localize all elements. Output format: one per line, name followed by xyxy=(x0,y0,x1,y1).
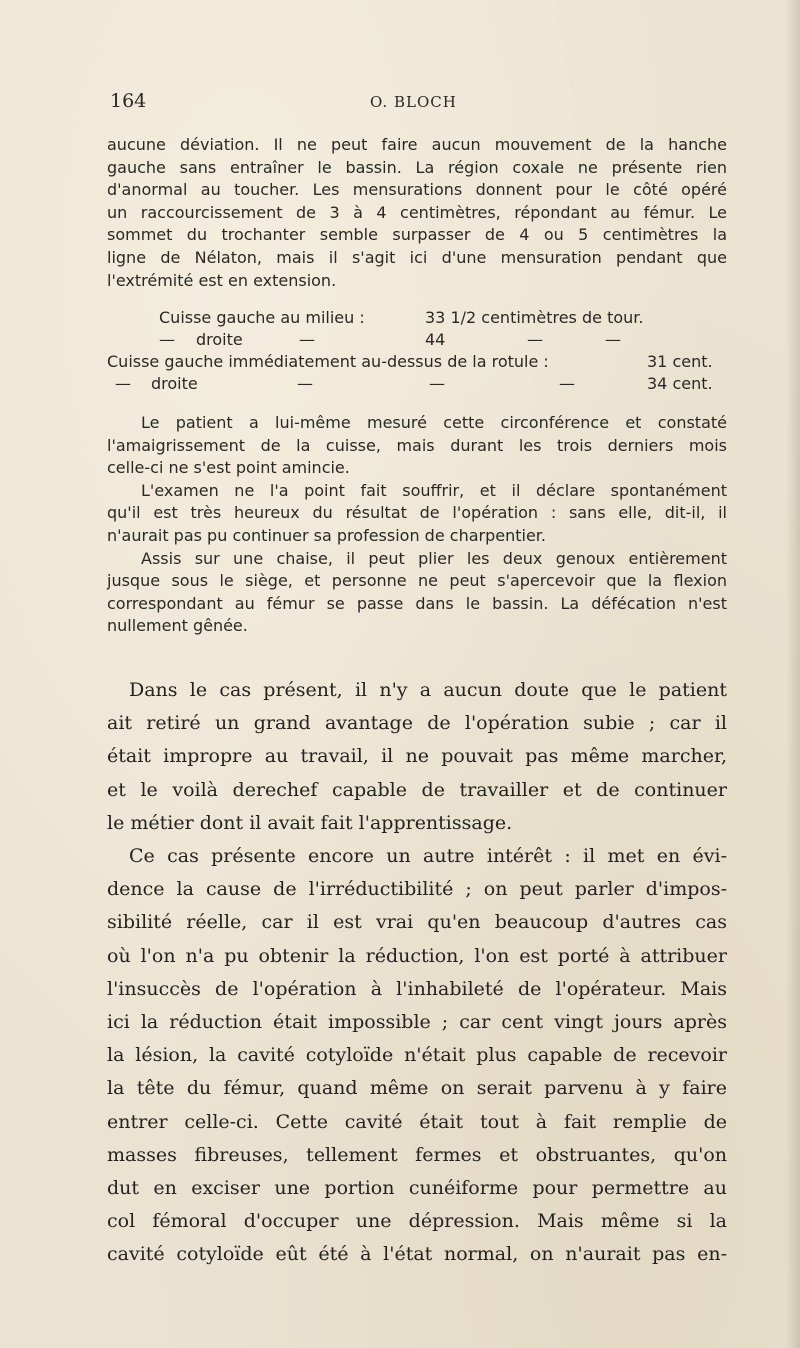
page-edge-shadow xyxy=(786,0,800,1348)
measurement-value: 44 xyxy=(425,330,446,349)
text-line: la tête du fémur, quand même on serait parvenu à y faire xyxy=(107,1077,727,1100)
text-line: ici la réduction était impossible ; car cent vingt jours après xyxy=(107,1011,727,1034)
paragraph xyxy=(107,840,727,1272)
measurement-label: droite xyxy=(151,374,198,393)
measurement-row-right-middle xyxy=(107,330,727,352)
text-line: celle-ci ne s'est point amincie. xyxy=(107,458,350,478)
ditto-mark: — xyxy=(159,330,175,349)
text-line: gauche sans entraîner le bassin. La région coxale ne présente rien xyxy=(107,157,727,177)
measurement-table xyxy=(107,308,727,396)
measurement-value: 33 1/2 centimètres de tour. xyxy=(425,308,644,327)
ditto-mark: — xyxy=(605,330,621,349)
measurement-label: droite xyxy=(196,330,243,349)
paragraph xyxy=(107,674,727,840)
text-line: la lésion, la cavité cotyloïde n'était plus capable de recevoir xyxy=(107,1044,727,1067)
text-line: Dans le cas présent, il n'y a aucun doute que le patient xyxy=(129,679,727,701)
measurement-row-right-knee xyxy=(107,374,727,396)
text-line: dut en exciser une portion cunéiforme pour permettre au xyxy=(107,1177,727,1200)
text-line: nullement gênée. xyxy=(107,616,248,636)
text-line: l'insuccès de l'opération à l'inhabileté de l'opérateur. Mais xyxy=(107,977,727,1000)
text-line: un raccourcissement de 3 à 4 centimètres, répondant au fémur. Le xyxy=(107,202,727,222)
paragraph xyxy=(107,480,727,548)
measurement-row-left-knee xyxy=(107,352,727,374)
measurement-label: Cuisse gauche au milieu : xyxy=(159,308,365,327)
text-line: Le patient a lui-même mesuré cette circonférence et constaté xyxy=(141,413,727,432)
measurement-label: Cuisse gauche immédiatement au-dessus de la rotule : xyxy=(107,352,549,371)
case-description-paragraph xyxy=(107,134,727,292)
ditto-mark: — xyxy=(297,374,313,393)
text-line: jusque sous le siège, et personne ne peut s'apercevoir que la flexion xyxy=(107,571,727,591)
text-line: où l'on n'a pu obtenir la réduction, l'on est porté à attribuer xyxy=(107,944,727,967)
page-header xyxy=(0,86,800,116)
text-line: entrer celle-ci. Cette cavité était tout à fait remplie de xyxy=(107,1110,727,1133)
patient-observations xyxy=(107,412,727,638)
text-line: Ce cas présente encore un autre intérêt : il met en évi- xyxy=(129,845,727,868)
text-line: était impropre au travail, il ne pouvait pas même marcher, xyxy=(107,745,727,768)
text-line: ligne de Nélaton, mais il s'agit ici d'une mensuration pendant que xyxy=(107,247,727,267)
text-line: d'anormal au toucher. Les mensurations donnent pour le côté opéré xyxy=(107,180,727,200)
text-line: col fémoral d'occuper une dépression. Mais même si la xyxy=(107,1210,727,1233)
measurement-value: 34 cent. xyxy=(647,374,713,393)
text-line: correspondant au fémur se passe dans le bassin. La défécation n'est xyxy=(107,593,727,613)
text-line: aucune déviation. Il ne peut faire aucun mouvement de la hanche xyxy=(107,135,727,154)
text-line: le métier dont il avait fait l'apprentissage. xyxy=(107,811,513,834)
text-line: masses fibreuses, tellement fermes et obstruantes, qu'on xyxy=(107,1143,727,1166)
ditto-mark: — xyxy=(299,330,315,349)
text-line: l'extrémité est en extension. xyxy=(107,270,337,290)
discussion-section xyxy=(107,674,727,1272)
text-line: sibilité réelle, car il est vrai qu'en beaucoup d'autres cas xyxy=(107,911,727,934)
text-line: Assis sur une chaise, il peut plier les deux genoux entièrement xyxy=(141,548,727,568)
text-line: sommet du trochanter semble surpasser de 4 ou 5 centimètres la xyxy=(107,225,727,245)
running-head: O. BLOCH xyxy=(370,93,457,111)
text-line: L'examen ne l'a point fait souffrir, et il déclare spontanément xyxy=(141,480,727,500)
ditto-mark: — xyxy=(559,374,575,393)
text-line: l'amaigrissement de la cuisse, mais durant les trois derniers mois xyxy=(107,435,727,455)
text-line: dence la cause de l'irréductibilité ; on peut parler d'impos- xyxy=(107,878,727,901)
text-line: n'aurait pas pu continuer sa profession de charpentier. xyxy=(107,525,546,545)
measurement-value: 31 cent. xyxy=(647,352,713,371)
ditto-mark: — xyxy=(429,374,445,393)
paragraph xyxy=(107,412,727,480)
text-line: et le voilà derechef capable de travailler et de continuer xyxy=(107,778,727,801)
ditto-mark: — xyxy=(527,330,543,349)
ditto-mark: — xyxy=(115,374,131,393)
text-line: cavité cotyloïde eût été à l'état normal, on n'aurait pas en- xyxy=(107,1243,727,1266)
paragraph xyxy=(107,548,727,638)
measurement-row-left-middle xyxy=(107,308,727,330)
page-number: 164 xyxy=(110,90,147,112)
text-line: ait retiré un grand avantage de l'opération subie ; car il xyxy=(107,712,727,735)
text-line: qu'il est très heureux du résultat de l'opération : sans elle, dit-il, il xyxy=(107,503,727,523)
